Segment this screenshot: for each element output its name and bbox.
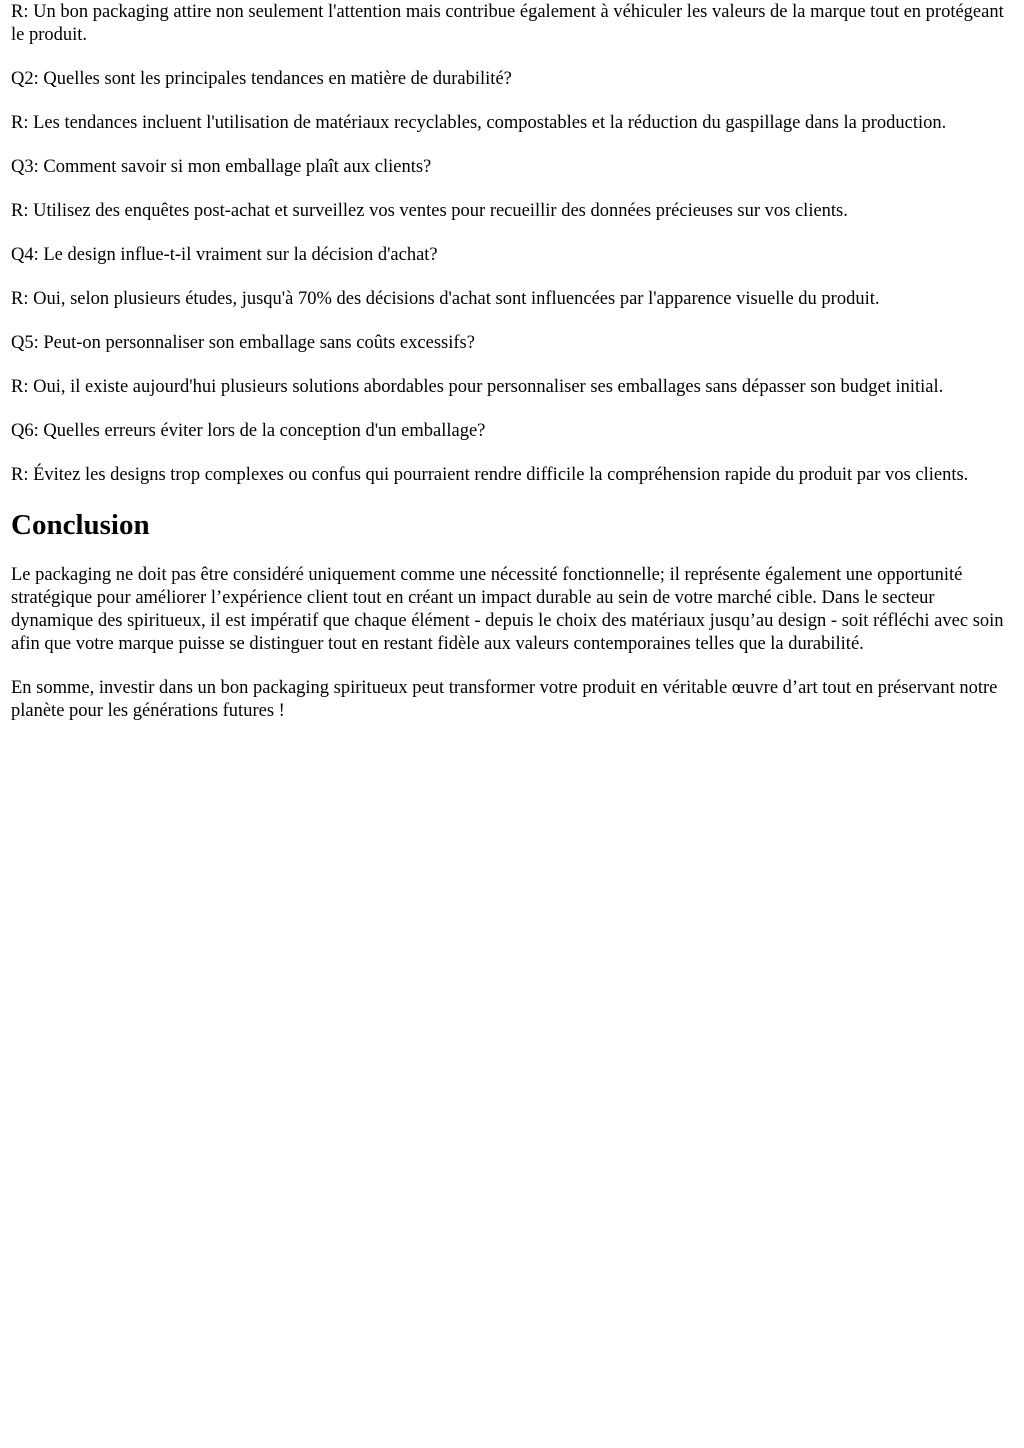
faq-question: Q6: Quelles erreurs éviter lors de la conception d'un emballage? <box>11 421 486 441</box>
faq-question: Q3: Comment savoir si mon emballage plaît aux clients? <box>11 157 432 177</box>
conclusion-heading: Conclusion <box>11 509 150 541</box>
faq-question: Q4: Le design influe-t-il vraiment sur la décision d'achat? <box>11 245 438 265</box>
faq-section <box>11 1 1013 487</box>
faq-answer: R: Les tendances incluent l'utilisation de matériaux recyclables, compostables et la réduction du gaspillage dans la production. <box>11 113 947 133</box>
faq-question: Q5: Peut-on personnaliser son emballage sans coûts excessifs? <box>11 333 475 353</box>
faq-answer: R: Utilisez des enquêtes post-achat et surveillez vos ventes pour recueillir des données précieuses sur vos clients. <box>11 201 848 221</box>
conclusion-section <box>11 508 1013 723</box>
document-page <box>11 0 1013 744</box>
conclusion-paragraph: En somme, investir dans un bon packaging spiritueux peut transformer votre produit en véritable œuvre d’art tout en préservant notre planète pour les générations futures ! <box>11 678 998 721</box>
faq-answer: R: Évitez les designs trop complexes ou confus qui pourraient rendre difficile la compréhension rapide du produit par vos clients. <box>11 465 969 485</box>
faq-question: Q2: Quelles sont les principales tendances en matière de durabilité? <box>11 69 512 89</box>
faq-answer: R: Oui, selon plusieurs études, jusqu'à 70% des décisions d'achat sont influencées par l'apparence visuelle du produit. <box>11 289 880 309</box>
faq-answer: R: Oui, il existe aujourd'hui plusieurs solutions abordables pour personnaliser ses emballages sans dépasser son budget initial. <box>11 377 944 397</box>
conclusion-paragraph: Le packaging ne doit pas être considéré uniquement comme une nécessité fonctionnelle; il représente également une opportunité stratégique pour améliorer l’expérience client tout en créant un impact durable au sein de votre marché cible. Dans le secteur dynamique des spiritueux, il est impératif que chaque élément - depuis le choix des matériaux jusqu’au design - soit réfléchi avec soin afin que votre marque puisse se distinguer tout en restant fidèle aux valeurs contemporaines telles que la durabilité. <box>11 565 1004 654</box>
faq-answer: R: Un bon packaging attire non seulement l'attention mais contribue également à véhiculer les valeurs de la marque tout en protégeant le produit. <box>11 2 1004 45</box>
